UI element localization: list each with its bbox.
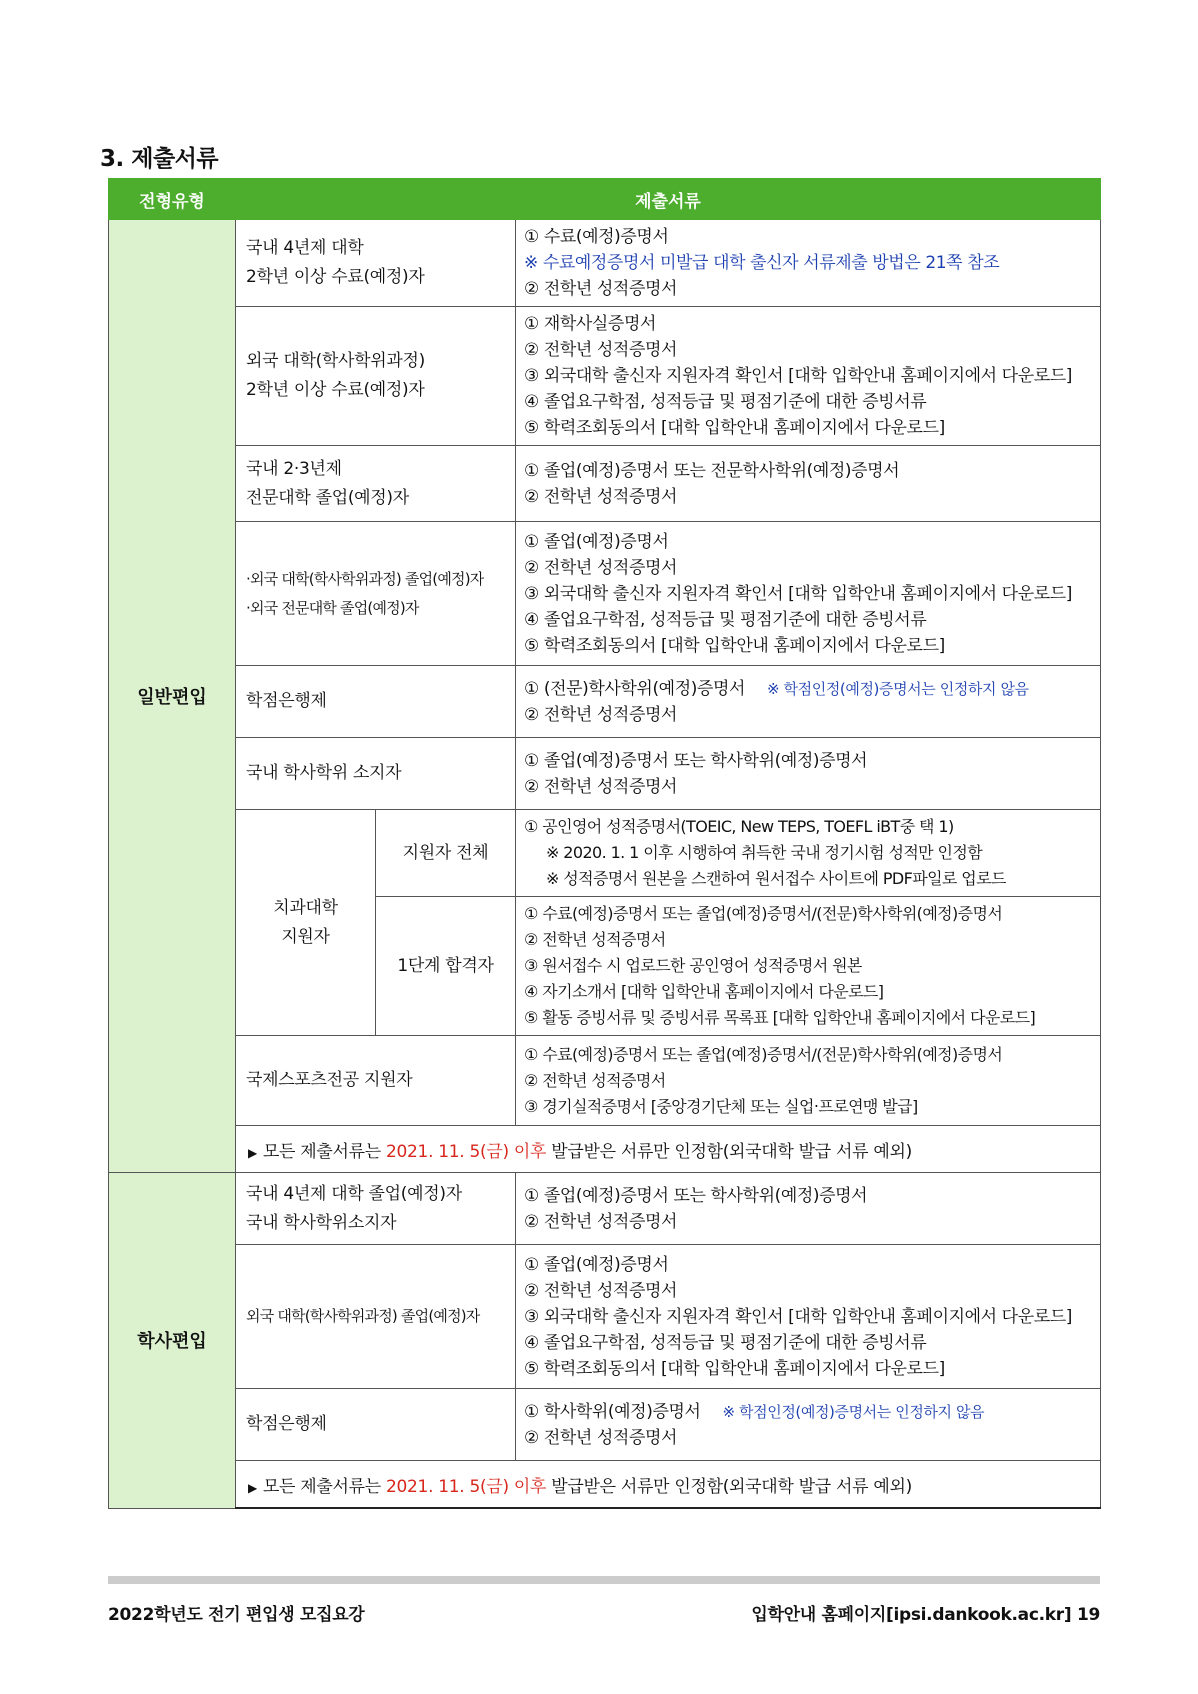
table-row (109, 1461, 1101, 1509)
section-title: 3. 제출서류 (100, 146, 219, 172)
row-documents: ① 수료(예정)증명서 ※ 수료예정증명서 미발급 대학 출신자 서류제출 방법은 21쪽 참조 ② 전학년 성적증명서 (516, 220, 1101, 307)
table-row (109, 522, 1101, 666)
table-row (109, 666, 1101, 738)
row-documents: ① 졸업(예정)증명서 또는 학사학위(예정)증명서 ② 전학년 성적증명서 (516, 738, 1101, 810)
bachelor-note: ▶ 모든 제출서류는 2021. 11. 5(금) 이후 발급받은 서류만 인정함(외국대학 발급 서류 예외) (236, 1461, 1101, 1509)
table-row (109, 307, 1101, 446)
row-subtype: 국내 학사학위 소지자 (236, 738, 516, 810)
inline-note: ※ 학점인정(예정)증명서는 인정하지 않음 (767, 679, 1029, 698)
table-row (109, 738, 1101, 810)
row-documents: ① 수료(예정)증명서 또는 졸업(예정)증명서/(전문)학사학위(예정)증명서 ② 전학년 성적증명서 ③ 경기실적증명서 [중앙경기단체 또는 실업‧프로연맹 발급] (516, 1036, 1101, 1126)
table-row (109, 446, 1101, 522)
row-documents: ① 졸업(예정)증명서 ② 전학년 성적증명서 ③ 외국대학 출신자 지원자격 확인서 [대학 입학안내 홈페이지에서 다운로드] ④ 졸업요구학점, 성적등급 및 평점기준에 대한 증빙서류 ⑤ 학력조회동의서 [대학 입학안내 홈페이지에서 다운로드] (516, 522, 1101, 666)
row-subtype: 국내 4년제 대학 2학년 이상 수료(예정)자 (236, 220, 516, 307)
table-row (109, 1036, 1101, 1126)
row-documents: ① 수료(예정)증명서 또는 졸업(예정)증명서/(전문)학사학위(예정)증명서 ② 전학년 성적증명서 ③ 원서접수 시 업로드한 공인영어 성적증명서 원본 ④ 자기소개서 [대학 입학안내 홈페이지에서 다운로드] ⑤ 활동 증빙서류 및 증빙서류 목록표 [대학 입학안내 홈페이지에서 다운로드] (516, 897, 1101, 1036)
table-row (109, 1126, 1101, 1173)
row-documents: ① 졸업(예정)증명서 ② 전학년 성적증명서 ③ 외국대학 출신자 지원자격 확인서 [대학 입학안내 홈페이지에서 다운로드] ④ 졸업요구학점, 성적등급 및 평점기준에 대한 증빙서류 ⑤ 학력조회동의서 [대학 입학안내 홈페이지에서 다운로드] (516, 1245, 1101, 1389)
table-row (109, 1245, 1101, 1389)
row-documents: ① 학사학위(예정)증명서 ※ 학점인정(예정)증명서는 인정하지 않음 ② 전학년 성적증명서 (516, 1389, 1101, 1461)
table-row (109, 220, 1101, 307)
general-note: ▶ 모든 제출서류는 2021. 11. 5(금) 이후 발급받은 서류만 인정함(외국대학 발급 서류 예외) (236, 1126, 1101, 1173)
footer-divider (108, 1576, 1100, 1584)
row-documents: ① 졸업(예정)증명서 또는 전문학사학위(예정)증명서 ② 전학년 성적증명서 (516, 446, 1101, 522)
row-subtype: 외국 대학(학사학위과정) 졸업(예정)자 (236, 1245, 516, 1389)
row-documents: ① (전문)학사학위(예정)증명서 ※ 학점인정(예정)증명서는 인정하지 않음 ② 전학년 성적증명서 (516, 666, 1101, 738)
dental-label: 치과대학 지원자 (236, 810, 376, 1036)
row-subtype: 국제스포츠전공 지원자 (236, 1036, 516, 1126)
dental-all-label: 지원자 전체 (376, 810, 516, 897)
table-row (109, 810, 1101, 897)
header-docs: 제출서류 (236, 179, 1101, 220)
row-documents: ① 공인영어 성적증명서(TOEIC, New TEPS, TOEFL iBT중 택 1) ※ 2020. 1. 1 이후 시행하여 취득한 국내 정기시험 성적만 인정함 ※ 성적증명서 원본을 스캔하여 원서접수 사이트에 PDF파일로 업로드 (516, 810, 1101, 897)
row-subtype: 학점은행제 (236, 666, 516, 738)
row-documents: ① 졸업(예정)증명서 또는 학사학위(예정)증명서 ② 전학년 성적증명서 (516, 1173, 1101, 1245)
dental-stage1-label: 1단계 합격자 (376, 897, 516, 1036)
documents-table (108, 178, 1101, 1509)
row-subtype: 국내 2‧3년제 전문대학 졸업(예정)자 (236, 446, 516, 522)
header-type: 전형유형 (109, 179, 236, 220)
footer-page-info: 입학안내 홈페이지[ipsi.dankook.ac.kr] 19 (751, 1605, 1100, 1625)
row-subtype: 국내 4년제 대학 졸업(예정)자 국내 학사학위소지자 (236, 1173, 516, 1245)
inline-note: ※ 학점인정(예정)증명서는 인정하지 않음 (722, 1402, 985, 1421)
row-subtype: ‧외국 대학(학사학위과정) 졸업(예정)자 ‧외국 전문대학 졸업(예정)자 (236, 522, 516, 666)
row-subtype: 외국 대학(학사학위과정) 2학년 이상 수료(예정)자 (236, 307, 516, 446)
category-bachelor: 학사편입 (109, 1173, 236, 1509)
table-row (109, 1389, 1101, 1461)
table-row (109, 1173, 1101, 1245)
triangle-bullet-icon: ▶ (248, 1480, 257, 1495)
triangle-bullet-icon: ▶ (248, 1145, 257, 1160)
row-subtype: 학점은행제 (236, 1389, 516, 1461)
footer-title: 2022학년도 전기 편입생 모집요강 (108, 1605, 365, 1625)
row-documents: ① 재학사실증명서 ② 전학년 성적증명서 ③ 외국대학 출신자 지원자격 확인서 [대학 입학안내 홈페이지에서 다운로드] ④ 졸업요구학점, 성적등급 및 평점기준에 대한 증빙서류 ⑤ 학력조회동의서 [대학 입학안내 홈페이지에서 다운로드] (516, 307, 1101, 446)
category-general: 일반편입 (109, 220, 236, 1173)
table-header-row (109, 179, 1101, 220)
